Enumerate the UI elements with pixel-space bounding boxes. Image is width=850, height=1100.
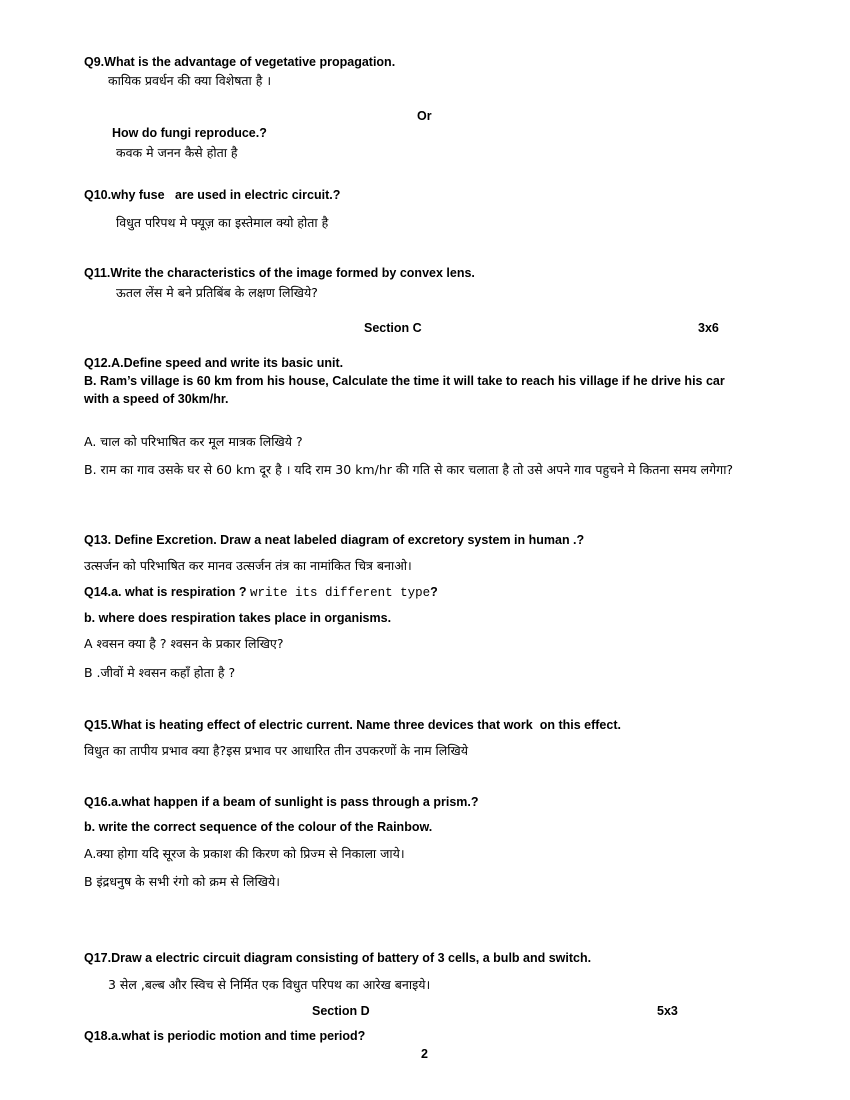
or-divider: Or [417,109,432,123]
q15-question: Q15.What is heating effect of electric current. Name three devices that work on this effect. [84,718,621,732]
section-c-marks: 3x6 [698,321,719,335]
q13-hindi: उत्सर्जन को परिभाषित कर मानव उत्सर्जन तंत्र का नामांकित चित्र बनाओ। [84,558,412,573]
q18-question: Q18.a.what is periodic motion and time period? [84,1029,366,1043]
q16-part-a: Q16.a.what happen if a beam of sunlight is pass through a prism.? [84,795,479,809]
q12-part-a: Q12.A.Define speed and write its basic unit. [84,356,344,370]
page-number: 2 [421,1047,428,1061]
q16-part-b-hindi: B इंद्रधनुष के सभी रंगो को क्रम से लिखिये। [84,874,280,889]
q11-question: Q11.Write the characteristics of the image formed by convex lens. [84,266,475,280]
q14-part-a-tail: ? [430,585,438,599]
q17-question: Q17.Draw a electric circuit diagram consisting of battery of 3 cells, a bulb and switch. [84,951,592,965]
q16-part-b: b. write the correct sequence of the colour of the Rainbow. [84,820,433,834]
q12-part-b-hindi: B. राम का गाव उसके घर से 60 km दूर है । यदि राम 30 km/hr की गति से कार चलाता है तो उसे अपने गाव पहुचने मे कितना समय लगेगा? [84,462,734,477]
q14-part-a-mono: write its different type [250,586,431,600]
q12-part-a-hindi: A. चाल को परिभाषित कर मूल मात्रक लिखिये ? [84,434,303,449]
q9-alt-hindi: कवक मे जनन कैसे होता है [116,145,238,160]
q12-part-b: B. Ram’s village is 60 km from his house, Calculate the time it will take to reach his village if he drive his car with a speed of 30km/hr. [84,374,725,406]
section-d-marks: 5x3 [657,1004,678,1018]
section-c-title: Section C [364,321,422,335]
q17-hindi: 3 सेल ,बल्ब और स्विच से निर्मित एक विधुत परिपथ का आरेख बनाइये। [108,977,431,992]
q14-part-b: b. where does respiration takes place in organisms. [84,611,392,625]
q14-part-a-hindi: A श्वसन क्या है ? श्वसन के प्रकार लिखिए? [84,636,284,651]
q11-hindi: ऊतल लेंस मे बने प्रतिबिंब के लक्षण लिखिये? [116,285,318,300]
q13-question: Q13. Define Excretion. Draw a neat labeled diagram of excretory system in human .? [84,533,585,547]
q10-question: Q10.why fuse are used in electric circuit.? [84,188,341,202]
q9-alt-question: How do fungi reproduce.? [112,126,267,140]
q9-hindi: कायिक प्रवर्धन की क्या विशेषता है । [108,73,272,88]
q16-part-a-hindi: A.क्या होगा यदि सूरज के प्रकाश की किरण को प्रिज्म से निकाला जाये। [84,846,405,861]
q15-hindi: विधुत का तापीय प्रभाव क्या है?इस प्रभाव पर आधारित तीन उपकरणों के नाम लिखिये [84,743,468,758]
q9-question: Q9.What is the advantage of vegetative propagation. [84,55,396,69]
q14-part-a-text: Q14.a. what is respiration ? [84,585,247,599]
section-d-title: Section D [312,1004,370,1018]
q14-part-a [84,584,438,601]
q10-hindi: विधुत परिपथ मे फ्यूज़ का इस्तेमाल क्यो होता है [116,215,329,230]
q14-part-b-hindi: B .जीवों मे श्वसन कहाँ होता है ? [84,665,236,680]
